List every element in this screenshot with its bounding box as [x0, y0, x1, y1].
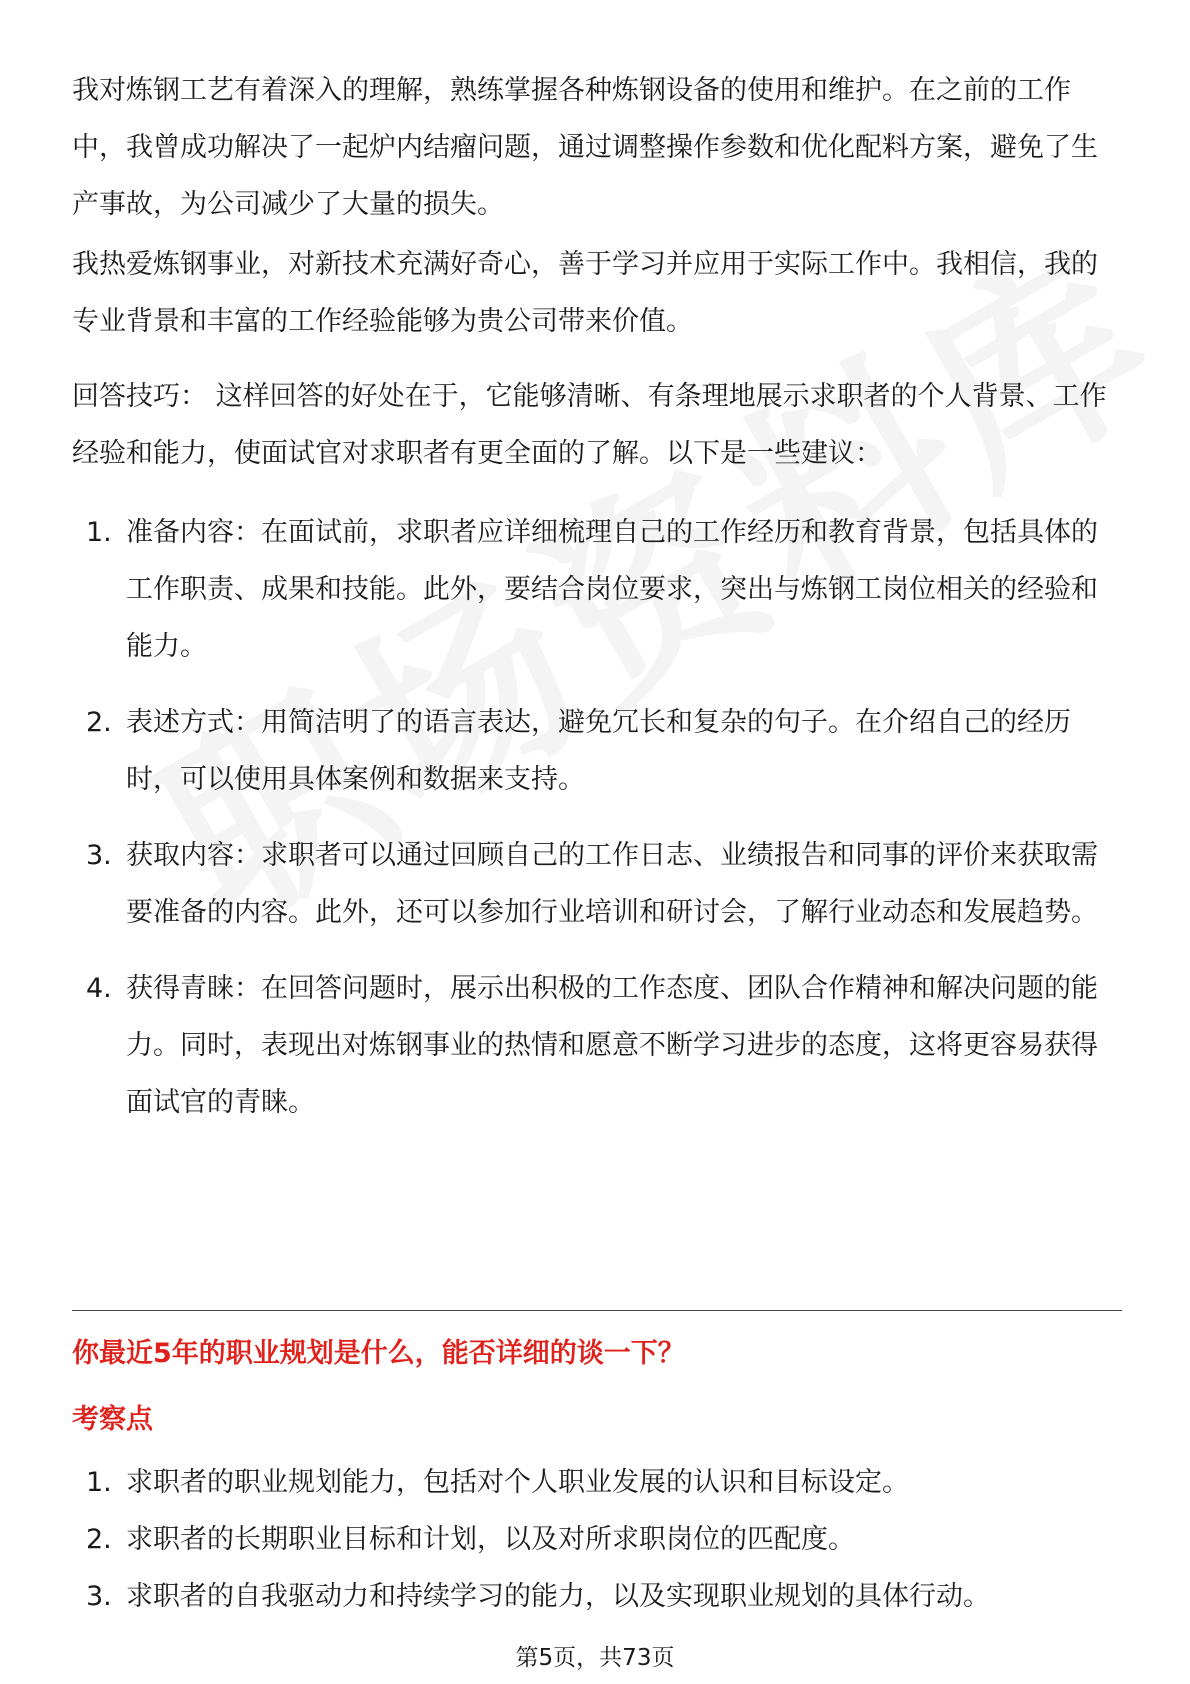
list-item: [72, 1511, 1122, 1568]
paragraph-experience: 我对炼钢工艺有着深入的理解，熟练掌握各种炼钢设备的使用和维护。在之前的工作中，我曾成功解决了一起炉内结瘤问题，通过调整操作参数和优化配料方案，避免了生产事故，为公司减少了大量的损失。: [72, 75, 1098, 220]
list-item: [72, 694, 1122, 808]
list-item-text: 获得青睐：在回答问题时，展示出积极的工作态度、团队合作精神和解决问题的能力。同时，表现出对炼钢事业的热情和愿意不断学习进步的态度，这将更容易获得面试官的青睐。: [126, 973, 1098, 1118]
list-item: [72, 960, 1122, 1131]
section-label: 考察点: [72, 1404, 153, 1435]
list-number: 1.: [86, 517, 112, 548]
paragraph-passion: 我热爱炼钢事业，对新技术充满好奇心，善于学习并应用于实际工作中。我相信，我的专业背景和丰富的工作经验能够为贵公司带来价值。: [72, 249, 1098, 337]
section-divider: [72, 1310, 1122, 1311]
tips-list: [72, 504, 1122, 1131]
list-number: 3.: [86, 840, 112, 871]
question-title: 你最近5年的职业规划是什么，能否详细的谈一下？: [72, 1338, 685, 1369]
list-number: 2.: [86, 707, 112, 738]
list-item-text: 求职者的长期职业目标和计划，以及对所求职岗位的匹配度。: [126, 1524, 855, 1555]
list-item-text: 表述方式：用简洁明了的语言表达，避免冗长和复杂的句子。在介绍自己的经历时，可以使用具体案例和数据来支持。: [126, 707, 1071, 795]
list-item: [72, 1454, 1122, 1511]
list-number: 3.: [86, 1581, 112, 1612]
list-item-text: 准备内容：在面试前，求职者应详细梳理自己的工作经历和教育背景，包括具体的工作职责、成果和技能。此外，要结合岗位要求，突出与炼钢工岗位相关的经验和能力。: [126, 517, 1098, 662]
list-item-text: 求职者的职业规划能力，包括对个人职业发展的认识和目标设定。: [126, 1467, 909, 1498]
paragraph-answer-tips: 回答技巧： 这样回答的好处在于，它能够清晰、有条理地展示求职者的个人背景、工作经验和能力，使面试官对求职者有更全面的了解。以下是一些建议：: [72, 381, 1107, 469]
list-item: [72, 1568, 1122, 1625]
list-item-text: 获取内容：求职者可以通过回顾自己的工作日志、业绩报告和同事的评价来获取需要准备的内容。此外，还可以参加行业培训和研讨会，了解行业动态和发展趋势。: [126, 840, 1098, 928]
page-footer: 第5页，共73页: [515, 1645, 675, 1671]
list-item-text: 求职者的自我驱动力和持续学习的能力，以及实现职业规划的具体行动。: [126, 1581, 990, 1612]
list-item: [72, 504, 1122, 675]
points-list: [72, 1454, 1122, 1625]
list-number: 2.: [86, 1524, 112, 1555]
list-number: 1.: [86, 1467, 112, 1498]
list-number: 4.: [86, 973, 112, 1004]
list-item: [72, 827, 1122, 941]
